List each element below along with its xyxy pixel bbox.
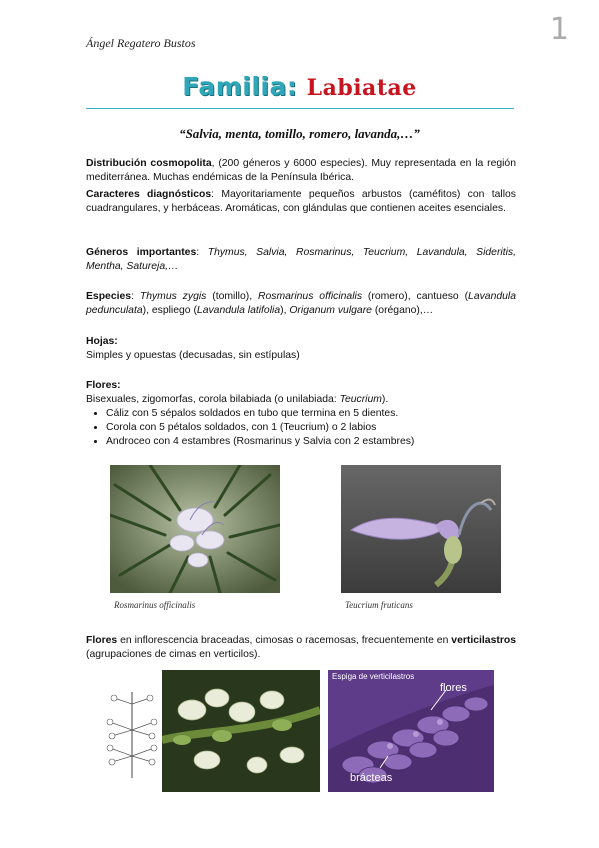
especie-common: ), espliego ( — [142, 305, 197, 316]
page-title — [0, 72, 599, 101]
hojas-heading: Hojas: — [86, 336, 118, 347]
flores-intro — [86, 393, 516, 407]
especies-label: Especies — [86, 291, 132, 302]
rosmarinus-photo — [110, 465, 280, 593]
distribucion-paragraph — [86, 157, 516, 185]
author-name: Ángel Regatero Bustos — [86, 36, 196, 50]
flores-intro-end: ). — [381, 394, 389, 405]
inflorescencia-text-1: en inflorescencia braceadas, cimosas o racemosas, frecuentemente en — [117, 635, 452, 646]
generos-sep: : — [196, 247, 208, 258]
caption-teucrium: Teucrium fruticans — [345, 600, 413, 610]
list-item: • Androceo con 4 estambres (Rosmarinus y Salvia con 2 estambres) — [106, 435, 516, 449]
especie-latin: Lavandula pedunculata — [86, 291, 517, 316]
generos-text: Thymus, Salvia, Rosmarinus, Teucrium, Lavandula, Sideritis, Mentha, Satureja,… — [86, 247, 517, 272]
verticilastro-flowers-photo — [162, 670, 320, 792]
subtitle: “Salvia, menta, tomillo, romero, lavanda,…” — [179, 126, 420, 141]
inflorescencia-paragraph — [86, 634, 516, 662]
especie-common: ), — [280, 305, 290, 316]
especie-common: (orégano),… — [371, 305, 434, 316]
flores-bullet-list — [86, 407, 516, 449]
hojas-text: Simples y opuestas (decusadas, sin estípulas) — [86, 350, 300, 361]
especies-paragraph — [86, 290, 516, 318]
especie-common: (tomillo), — [206, 291, 258, 302]
generos-paragraph — [86, 246, 516, 274]
title-familia: Familia: — [182, 72, 298, 101]
especies-sep: : — [131, 291, 140, 302]
label-espiga: Espiga de verticilastros — [332, 672, 415, 681]
caracteres-text: : Mayoritariamente pequeños arbustos (caméfitos) con tallos cuadrangulares, y herbáceas. Aromáticas, con glándulas que contienen aceites esenciales. — [86, 189, 517, 214]
especie-latin: Thymus zygis — [139, 291, 207, 302]
flores-section — [86, 379, 516, 449]
inflorescencia-word-flores: Flores — [86, 635, 118, 646]
page-number: 1 — [549, 12, 569, 47]
especie-common: (romero), cantueso ( — [362, 291, 469, 302]
caption-rosmarinus: Rosmarinus officinalis — [114, 600, 196, 610]
flores-intro-italic: Teucrium — [339, 394, 382, 405]
label-flores: flores — [440, 682, 467, 694]
flores-heading: Flores: — [86, 380, 121, 391]
label-bracteas: brácteas — [350, 772, 393, 784]
inflorescencia-word-verticilastros: verticilastros — [451, 635, 516, 646]
title-underline — [86, 108, 514, 109]
title-labiatae: Labiatae — [306, 75, 417, 101]
generos-label: Géneros importantes — [86, 247, 197, 258]
especie-latin: Rosmarinus officinalis — [257, 291, 363, 302]
distribucion-text: , (200 géneros y 6000 especies). Muy representada en la región mediterránea. Muchas endémicas de la Península Ibérica. — [86, 158, 516, 183]
list-item: • Cáliz con 5 sépalos soldados en tubo que termina en 5 dientes. — [106, 407, 516, 421]
caracteres-label: Caracteres diagnósticos — [86, 189, 212, 200]
flores-intro-text: Bisexuales, zigomorfas, corola bilabiada (o unilabiada: — [86, 394, 340, 405]
distribucion-label: Distribución cosmopolita — [86, 158, 212, 169]
especie-latin: Origanum vulgare — [289, 305, 372, 316]
caracteres-paragraph — [86, 188, 516, 216]
especie-latin: Lavandula latifolia — [196, 305, 281, 316]
list-item: • Corola con 5 pétalos soldados, con 1 (Teucrium) o 2 labios — [106, 421, 516, 435]
verticilastro-diagram — [102, 690, 162, 780]
inflorescencia-text-2: (agrupaciones de cimas en verticilos). — [86, 649, 261, 660]
teucrium-photo — [341, 465, 501, 593]
hojas-section — [86, 335, 516, 363]
